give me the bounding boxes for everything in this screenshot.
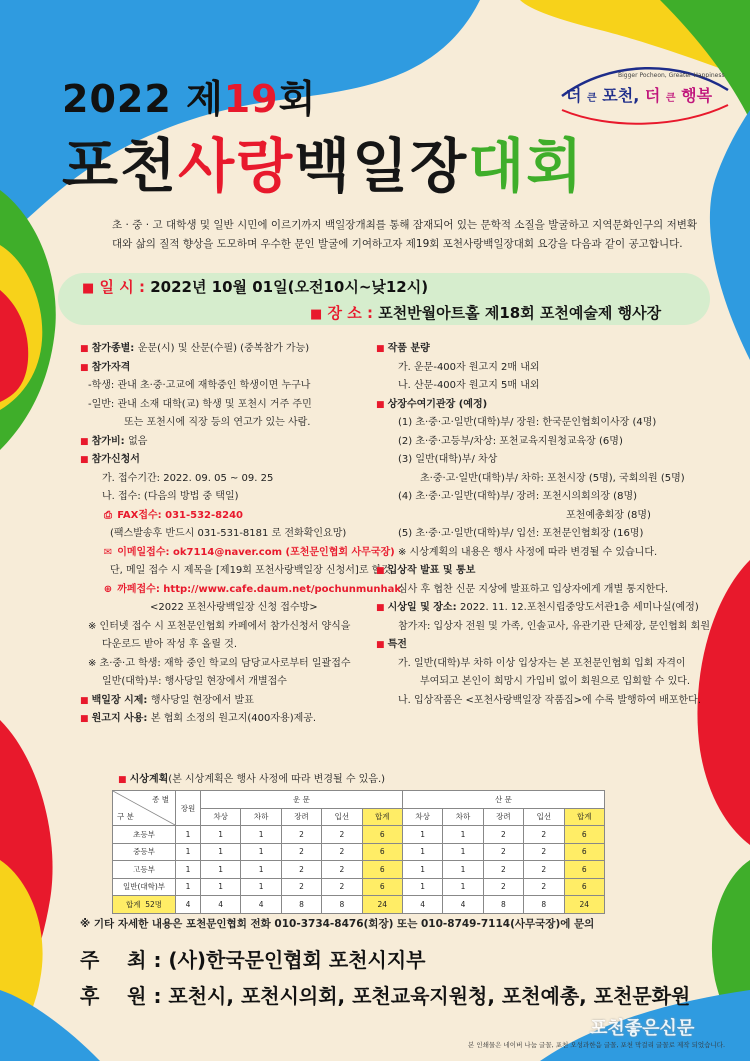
contact-note: ※ 기타 자세한 내용은 포천문인협회 전화 010-3734-8476(회장) 또는 010-8749-7114(사무국장)에 문의 [80,918,595,930]
fax-icon: ⎙ [104,509,112,521]
bullet-square-icon: ■ [310,307,323,322]
sponsor-label: 후 원 : [80,984,162,1008]
host-line [80,944,426,973]
logo-word-keun2: 큰 [665,93,676,104]
edition-number: 19 [223,77,279,121]
header-prose-chaha: 차하 [443,808,483,826]
header-prose-chasang: 차상 [402,808,442,826]
table-total-row: 합계 52명 4 4 4 8 8 24 4 4 8 8 24 [113,896,605,914]
category-item: ■ 참가종별: 운문(시) 및 산문(수필) (중복참가 가능) [80,340,380,359]
email-note: 단, 메일 접수 시 제목을 [제19회 포천사랑백일장 신청서]로 할것 [110,565,391,576]
award-table-title [118,770,385,785]
length-heading: ■ 작품 분량 [376,340,706,359]
right-details-column [376,340,710,710]
award-2: (2) 초·중·고등부/차상: 포천교육지원청교육장 (6명) [398,435,623,447]
award-3: (3) 일반(대학)부/ 차상 [398,454,498,465]
header-winner: 장원 [176,791,201,826]
host-value: (사)한국문인협회 포천시지부 [168,948,426,972]
qualification-general-cont: 또는 포천시에 직장 등의 연고가 있는 사람. [124,417,311,428]
email-line [80,544,395,563]
award-4: (4) 초·중·고·일반(대학)부/ 장려: 포천시의회의장 (8명) [398,491,638,502]
award-3-cont: 초·중·고·일반(대학)부/ 차하: 포천시장 (5명), 국회의원 (5명) [420,472,685,484]
title-part-pocheon: 포천 [62,132,179,200]
intro-paragraph: 초 · 중 · 고 대학생 및 일반 시민에 이르기까지 백일장개최를 통해 잠재되어 있는 문학적 소질을 발굴하고 지역문화인구의 저변확대와 삶의 질적 향상을 도모하며 우수한 문인 발굴에 기여하고자 제19회 포천사랑백일장대회 요강을 다음과 같이 공고합니다. [112,219,697,250]
logo-word-pocheon: 포천, [602,86,640,105]
logo-word-haengbok: 행복 [681,86,713,105]
award-1: (1) 초·중·고·일반(대학)부/ 장원: 한국문인협회이사장 (4명) [398,417,657,428]
cafe-note: <2022 포천사랑백일장 신청 접수방> [150,602,318,613]
header-verse-chaha: 차하 [241,808,281,826]
table-row: 고등부 1 1 1 2 2 6 1 1 2 2 6 [113,861,605,879]
award-5: (5) 초·중·고·일반(대학)부/ 입선: 포천문인협회장 (16명) [398,528,644,539]
event-title [62,128,584,204]
internet-note: ※ 인터넷 접수 시 포천문인협회 카페에서 참가신청서 양식을 [88,620,351,632]
header-prose-total: 합계 [564,808,604,826]
header-verse-group: 운 문 [201,791,403,809]
schedule-place [310,302,661,323]
logo-english-slogan: Bigger Pocheon, Greater Happiness [618,72,725,79]
fax-line [80,507,380,526]
table-row: 일반(대학)부 1 1 1 2 2 6 1 1 2 2 6 [113,878,605,896]
header-prose-ipseon: 입선 [524,808,564,826]
email-address: 이메일접수: ok7114@naver.com (포천문인협회 사무국장) [117,546,395,558]
place-label: 장 소 : [327,304,373,322]
length-prose: 나. 산문-400자 원고지 5매 내외 [398,380,540,391]
event-year-line [62,68,316,123]
application-method: 나. 접수: (다음의 방법 중 택일) [102,491,239,502]
qualification-general: -일반: 관내 소재 대학(교) 학생 및 포천시 거주 주민 [88,398,312,410]
table-row: 초등부 1 1 1 2 2 6 1 1 2 2 6 [113,826,605,844]
header-verse-total: 합계 [362,808,402,826]
award-table-title-bold: ■ 시상계획 [118,774,168,785]
benefit-2: 나. 입상작품은 <포천사랑백일장 작품집>에 수록 발행하여 배포한다. [398,694,702,706]
sponsor-value: 포천시, 포천시의회, 포천교육지원청, 포천예총, 포천문화원 [168,984,691,1008]
topic-item: ■ 백일장 시제: 행사당일 현장에서 발표 [80,692,380,711]
qualification-student: -학생: 관내 초·중·고교에 재학중인 학생이면 누구나 [88,380,311,391]
application-heading: ■ 참가신청서 [80,451,380,470]
globe-icon: ⊕ [103,583,113,595]
student-note: ※ 초·중·고 학생: 재학 중인 학교의 담당교사로부터 일괄접수 [88,657,351,669]
benefit-1: 가. 일반(대학)부 차하 이상 입상자는 본 포천문인협회 입회 자격이 [398,657,686,669]
table-row: 중등부 1 1 1 2 2 6 1 1 2 2 6 [113,843,605,861]
paper-item: ■ 원고지 사용: 본 협회 소정의 원고지(400자용)제공. [80,710,380,729]
bullet-square-icon: ■ [82,281,95,296]
date-value: 2022년 10월 01일(오전10시~낮12시) [150,278,429,296]
logo-word-deo1: 더 [566,86,582,105]
awards-heading: ■ 상장수여기관장 (예정) [376,396,706,415]
corner-bottom-label: 구 분 [117,812,134,821]
award-note: ※ 시상계획의 내용은 행사 사정에 따라 변경될 수 있습니다. [398,546,658,558]
ceremony-attendees: 참가자: 입상자 전원 및 가족, 인솔교사, 유관기관 단체장, 문인협회 회원 [398,620,710,632]
award-table-title-note: (본 시상계획은 행사 사정에 따라 변경될 수 있음.) [168,774,386,785]
award-table [112,790,605,914]
date-label: 일 시 : [99,278,145,296]
sponsor-line [80,980,690,1009]
benefit-1-cont: 부여되고 본인이 희망시 가입비 없이 회원으로 입회할 수 있다. [420,676,691,687]
title-part-baegiljang: 백일장 [294,132,469,200]
announce-value: 심사 후 협찬 신문 지상에 발표하고 입상자에게 개별 통지한다. [398,583,669,595]
edition-prefix: 제 [186,77,224,121]
header-verse-chasang: 차상 [201,808,241,826]
fax-note: (팩스발송후 반드시 031-531-8181 로 전화확인요망) [110,528,347,539]
length-verse: 가. 운문-400자 원고지 2매 내외 [398,361,540,373]
font-credit-note: 본 인쇄물은 네이버 나눔 글꼴, 포천 오성과한음 글꼴, 포천 막걸리 글꼴로 제작 되었습니다. [468,1041,726,1049]
host-label: 주 최 : [80,948,162,972]
award-4-cont: 포천예총회장 (8명) [566,509,651,521]
announce-heading: ■ 입상작 발표 및 통보 [376,562,706,581]
cafe-line [80,581,401,600]
newspaper-watermark: 포천좋은신문 [590,1018,695,1039]
header-prose-group: 산 문 [402,791,604,809]
title-part-daehoe: 대회 [468,132,585,200]
header-verse-ipseon: 입선 [322,808,362,826]
title-part-sarang: 사랑 [178,132,295,200]
corner-top-label: 종 별 [152,795,169,804]
application-period: 가. 접수기간: 2022. 09. 05 ~ 09. 25 [102,472,274,484]
edition-suffix: 회 [278,77,317,121]
benefit-heading: ■ 특전 [376,636,706,655]
header-prose-jangryeo: 장려 [483,808,523,826]
logo-word-keun1: 큰 [587,93,597,104]
fax-number: FAX접수: 031-532-8240 [117,509,244,521]
internet-note-cont: 다운로드 받아 작성 후 올릴 것. [102,639,237,650]
qualification-heading: ■ 참가자격 [80,359,380,378]
header-verse-jangryeo: 장려 [281,808,321,826]
schedule-date [82,276,428,297]
student-note-cont: 일반(대학)부: 행사당일 현장에서 개별접수 [102,676,287,687]
logo-word-deo2: 더 [644,86,661,105]
ceremony-item: ■ 시상일 및 장소: 2022. 11. 12.포천시립중앙도서관1층 세미나실(예정) [376,599,706,618]
email-icon: ✉ [103,546,113,558]
city-slogan-logo [566,83,712,106]
cafe-url: 까페접수: http://www.cafe.daum.net/pochunmunhak [117,583,401,595]
place-value: 포천반월아트홀 제18회 포천예술제 행사장 [378,304,662,322]
table-corner [113,791,176,826]
year-text: 2022 [62,77,172,121]
fee-item: ■ 참가비: 없음 [80,433,380,452]
